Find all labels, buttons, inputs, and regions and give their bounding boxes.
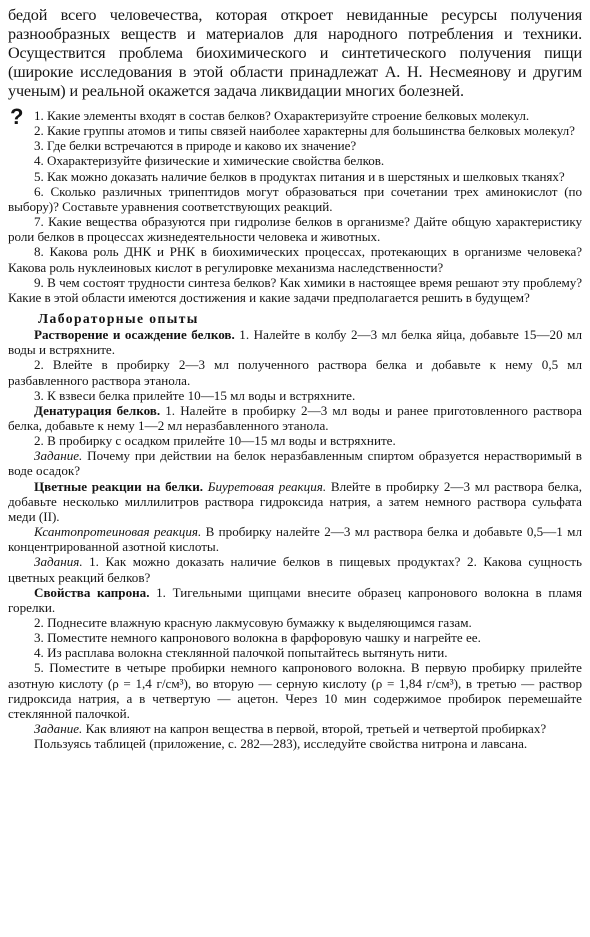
task-label: Задание.: [34, 721, 83, 737]
lab-paragraph: 3. Поместите немного капронового волокна в фарфоровую чашку и нагрейте ее.: [34, 630, 481, 646]
reaction-subtitle: Ксантопротеиновая реакция.: [34, 524, 202, 540]
question-item: 9. В чем состоят трудности синтеза белков? Как химики в настоящее время решают эту проблему? Какие в этой области имеются достижения и какие задачи предполагается решить в будущем?: [8, 274, 582, 305]
lab-paragraph: 5. Поместите в четыре пробирки немного капронового волокна. В первую пробирку прилейте азотную кислоту (ρ = 1,4 г/см³), во вторую — серную кислоту (ρ = 1,84 г/см³), в третью — раствор гидроксида натрия, а в четвертую — ацетон. Через 10 мин содержимое пробирок перемешайте стеклянной палочкой.: [8, 660, 582, 721]
lab-text: 1. Налейте в колбу 2—3 мл белка яйца, добавьте 15—20 мл воды и встряхните.: [8, 327, 582, 358]
lab-text: Почему при действии на белок неразбавленным спиртом образуется нерастворимый в воде осадок?: [8, 448, 582, 479]
experiment-title: Денатурация белков.: [34, 402, 161, 418]
lab-text: Влейте в пробирку 2—3 мл раствора белка, добавьте несколько миллилитров раствора гидроксида натрия, а затем немного раствора сульфата меди (II).: [8, 478, 582, 524]
lab-text: В пробирку налейте 2—3 мл раствора белка и добавьте 0,5—1 мл концентрированной азотной кислоты.: [8, 524, 582, 555]
lab-paragraph: [8, 448, 582, 478]
lab-paragraph: [8, 327, 582, 357]
task-label: Задания.: [34, 554, 83, 570]
lab-paragraph: 2. Поднесите влажную красную лакмусовую бумажку к выделяющимся газам.: [34, 615, 472, 630]
lab-text: 1. Налейте в пробирку 2—3 мл воды и ранее приготовленного раствора белка, добавьте к нему 1—2 мл неразбавленного этанола.: [8, 402, 582, 433]
intro-paragraph: [8, 6, 582, 101]
lab-paragraph: [8, 479, 582, 524]
lab-section: [8, 327, 582, 751]
lab-text: 1. Как можно доказать наличие белков в пищевых продуктах? 2. Какова сущность цветных реакций белков?: [8, 554, 582, 585]
question-item: 6. Сколько различных трипептидов могут образоваться при сочетании трех аминокислот (по выбору)? Составьте уравнения соответствующих реакций.: [8, 183, 582, 214]
experiment-title: Растворение и осаждение белков.: [34, 327, 235, 343]
question-item: 5. Как можно доказать наличие белков в продуктах питания и в шерстяных и шелковых тканях?: [34, 168, 565, 184]
lab-paragraph: Пользуясь таблицей (приложение, с. 282—283), исследуйте свойства нитрона и лавсана.: [34, 736, 528, 752]
questions-list: [8, 108, 582, 305]
lab-paragraph: 3. К взвеси белка прилейте 10—15 мл воды и встряхните.: [34, 387, 356, 403]
lab-paragraph: [8, 585, 582, 615]
lab-text: Как влияют на капрон вещества в первой, второй, третьей и четвертой пробирках?: [82, 721, 547, 737]
experiment-title: Свойства капрона.: [34, 584, 150, 600]
lab-heading: Лабораторные опыты: [38, 311, 199, 327]
task-label: Задание.: [34, 448, 83, 464]
lab-paragraph: [8, 524, 582, 554]
lab-paragraph: [8, 554, 582, 584]
question-item: 1. Какие элементы входят в состав белков? Охарактеризуйте строение белковых молекул.: [34, 108, 530, 123]
question-item: 3. Где белки встречаются в природе и каково их значение?: [34, 138, 357, 154]
lab-paragraph: 4. Из расплава волокна стеклянной палочкой попытайтесь вытянуть нити.: [34, 645, 448, 661]
lab-paragraph: 2. Влейте в пробирку 2—3 мл полученного раствора белка и добавьте к нему 0,5 мл разбавленного раствора этанола.: [8, 357, 582, 388]
question-item: 4. Охарактеризуйте физические и химические свойства белков.: [34, 153, 385, 169]
question-item: 7. Какие вещества образуются при гидролизе белков в организме? Дайте общую характеристику роли белков в процессах жизнедеятельности человека и животных.: [8, 214, 582, 245]
question-item: 2. Какие группы атомов и типы связей наиболее характерны для большинства белковых молекул?: [34, 123, 575, 139]
question-mark-icon: ?: [10, 104, 24, 129]
lab-paragraph: [8, 403, 582, 433]
intro-text: бедой всего человечества, которая откроет невиданные ресурсы получения разнообразных веществ и материалов для народного потребления и техники. Осуществится проблема биохимического и синтетического получения пищи (широкие исследования в этой области принадлежат А. Н. Несмеянову и другим ученым) и реальной окажется задача ликвидации многих болезней.: [8, 6, 582, 100]
experiment-title: Цветные реакции на белки.: [34, 478, 204, 494]
questions-section: [8, 104, 582, 305]
reaction-subtitle: Биуретовая реакция.: [203, 478, 327, 494]
lab-text: 1. Тигельными щипцами внесите образец капронового волокна в пламя горелки.: [8, 584, 582, 615]
lab-paragraph: [8, 721, 582, 736]
question-item: 8. Какова роль ДНК и РНК в биохимических процессах, протекающих в организме человека? Какова роль нуклеиновых кислот в регулировке механизма наследственности?: [8, 244, 582, 275]
lab-paragraph: 2. В пробирку с осадком прилейте 10—15 мл воды и встряхните.: [34, 433, 396, 449]
